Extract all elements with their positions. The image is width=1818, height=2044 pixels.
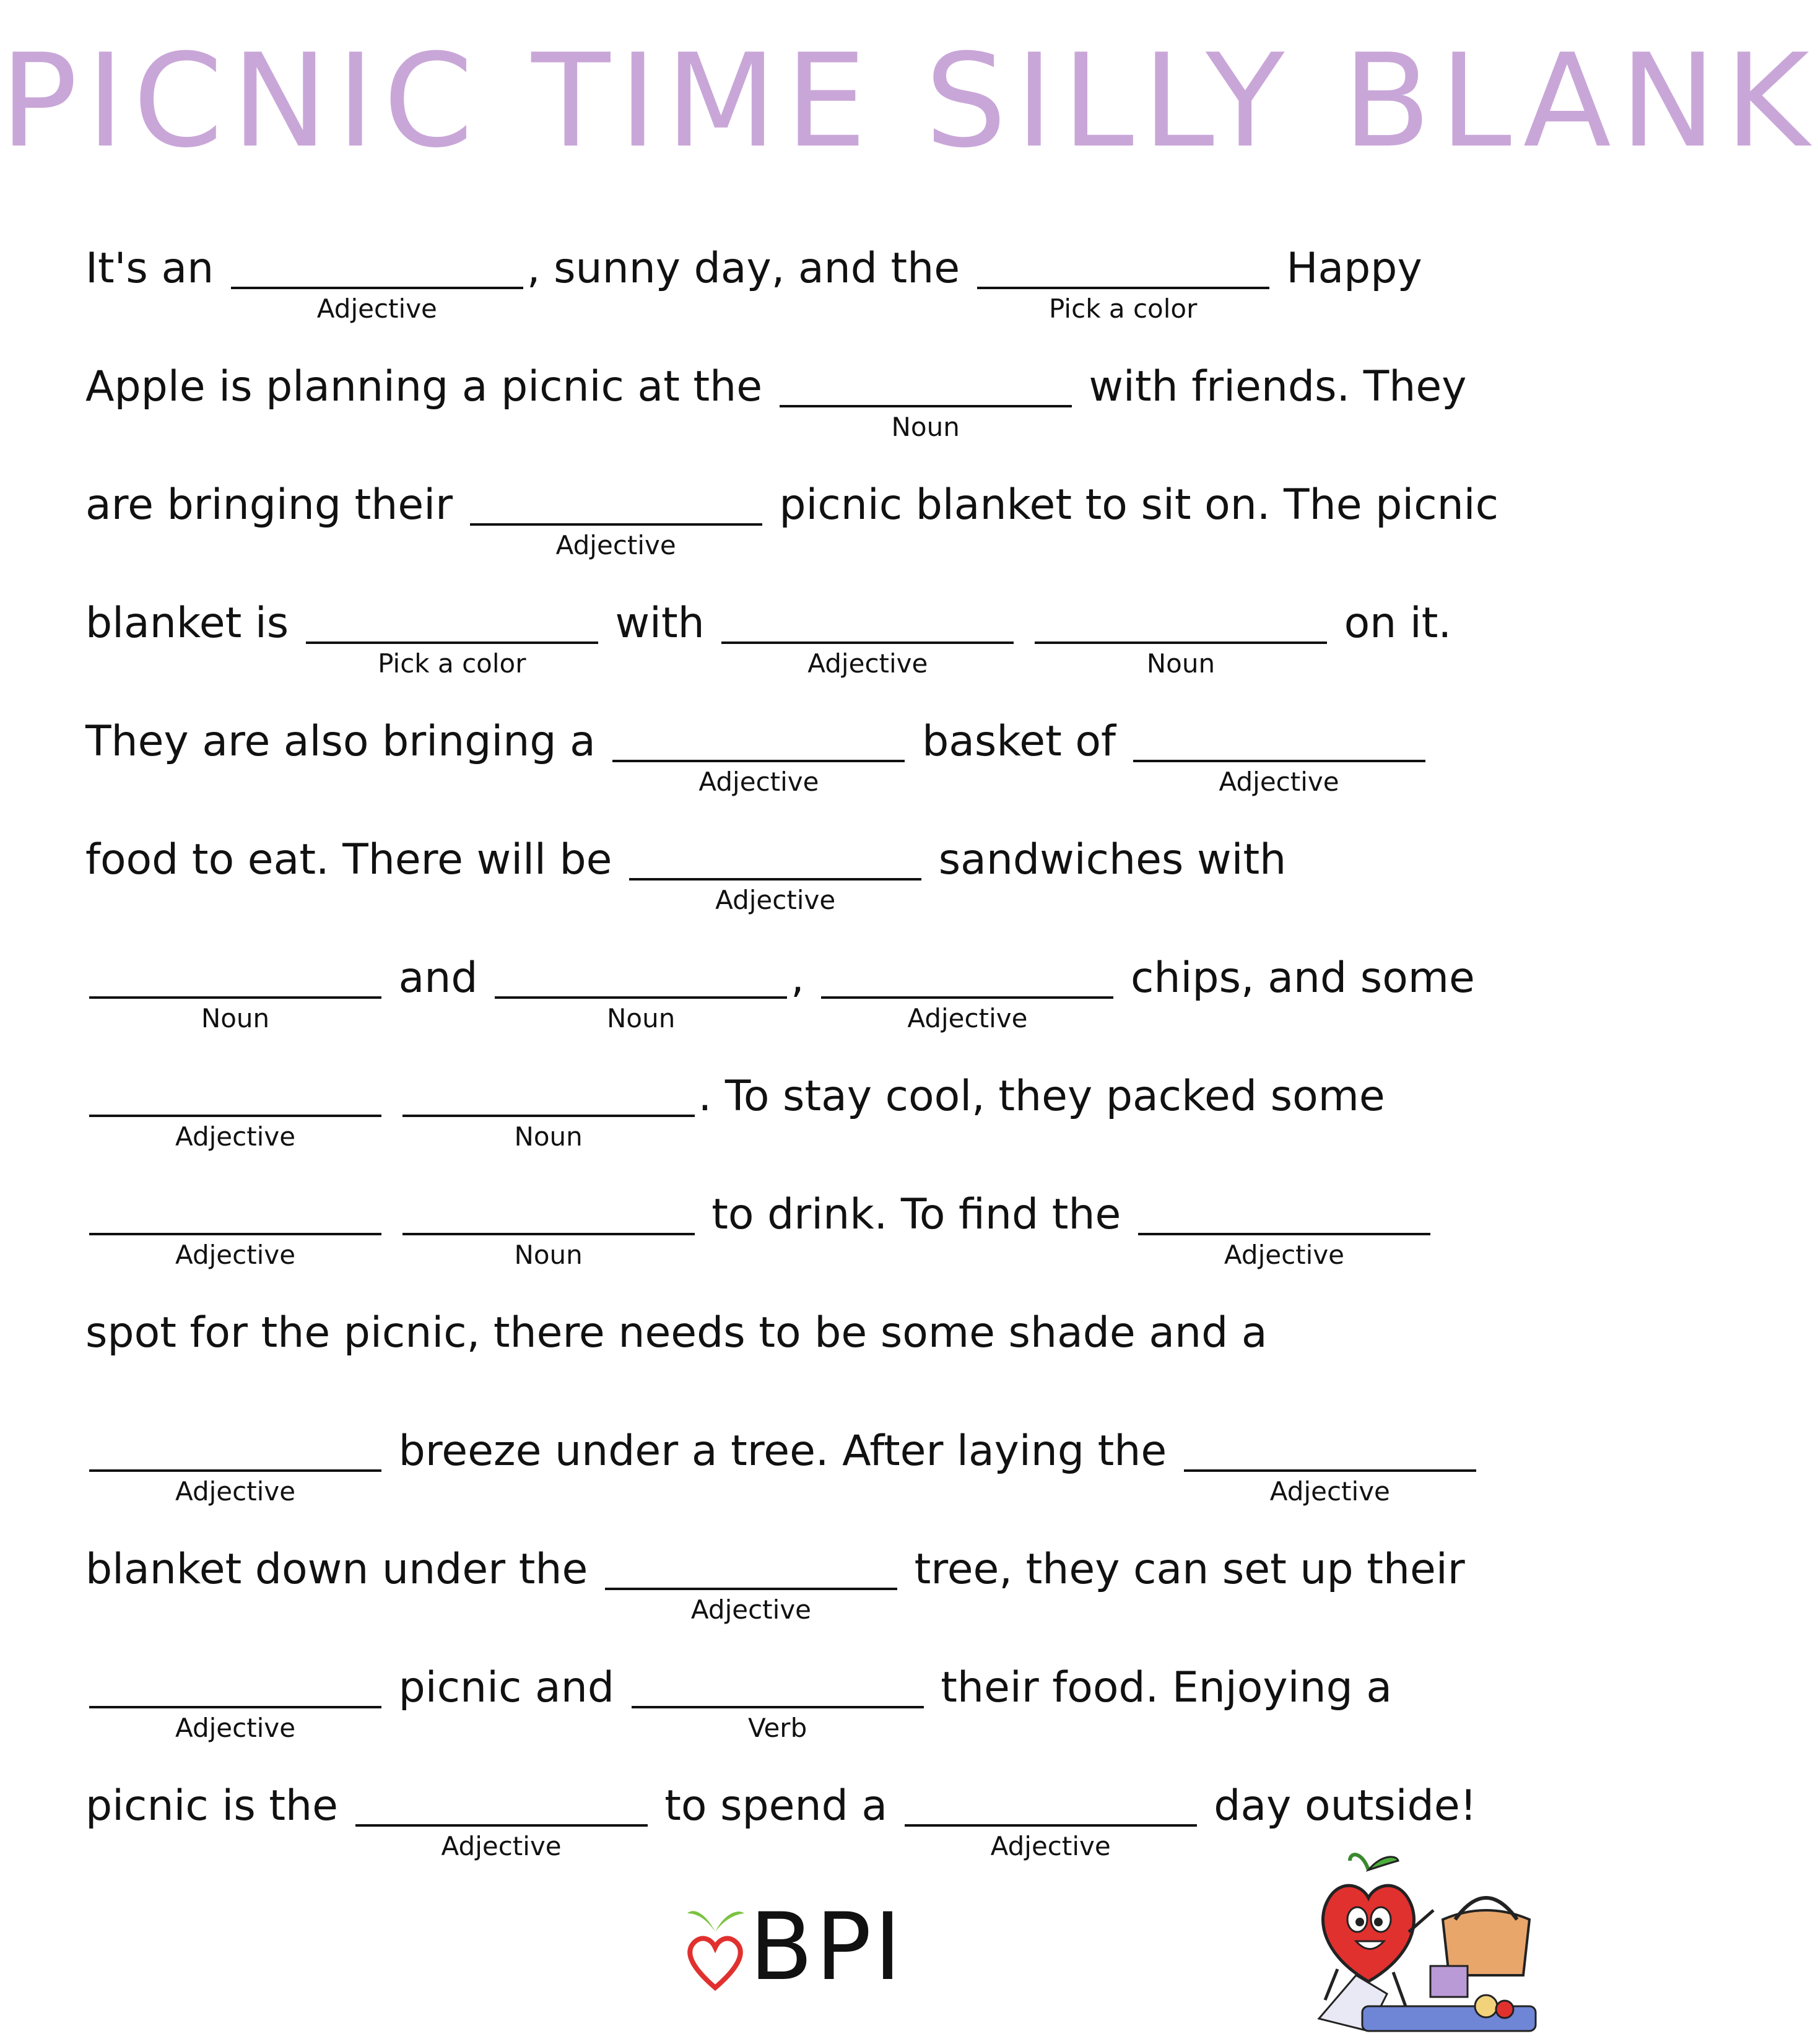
story-text: , sunny day, and the (526, 244, 973, 293)
fill-in-blank[interactable] (1035, 584, 1327, 679)
blank-word-type-label: Adjective (441, 1831, 562, 1861)
story-text: their food. Enjoying a (927, 1663, 1393, 1712)
story-text: spot for the picnic, there needs to be some shade and a (85, 1308, 1268, 1357)
blank-word-type-label: Pick a color (378, 648, 526, 679)
story-text: and (385, 954, 492, 1002)
blank-word-type-label: Adjective (316, 294, 437, 324)
fill-in-blank[interactable] (89, 1057, 381, 1152)
story-line (85, 229, 1510, 347)
fill-in-blank[interactable] (89, 939, 381, 1033)
fill-in-blank[interactable] (632, 1648, 924, 1743)
story-text: breeze under a tree. After laying the (385, 1427, 1180, 1476)
fill-in-blank[interactable] (629, 820, 921, 915)
story-line (85, 939, 1510, 1057)
story-text (1017, 584, 1031, 645)
story-text: on it. (1330, 599, 1452, 648)
story-text (385, 1175, 399, 1236)
picnic-apple-mascot-illustration (1300, 1851, 1548, 2037)
blank-word-type-label: Adjective (175, 1121, 296, 1152)
story-text: to drink. To find the (698, 1190, 1134, 1239)
story-text (385, 1057, 399, 1118)
story-text: tree, they can set up their (900, 1545, 1465, 1594)
blank-word-type-label: Noun (201, 1003, 270, 1033)
story-text: picnic blanket to sit on. The picnic (765, 481, 1498, 529)
story-text: day outside! (1200, 1781, 1477, 1830)
story-text: blanket down under the (85, 1545, 601, 1594)
story-line (85, 1648, 1510, 1767)
story-line (85, 1175, 1510, 1294)
fill-in-blank[interactable] (605, 1530, 897, 1625)
story-line (85, 584, 1510, 702)
blank-word-type-label: Pick a color (1049, 294, 1198, 324)
fill-in-blank[interactable] (612, 702, 905, 797)
story-text: picnic and (385, 1663, 628, 1712)
fill-in-blank[interactable] (495, 939, 787, 1033)
fill-in-blank[interactable] (89, 1412, 381, 1507)
blank-word-type-label: Adjective (175, 1240, 296, 1270)
story-text: with friends. They (1075, 362, 1467, 411)
story-text: , (791, 954, 818, 1002)
story-line (85, 702, 1510, 820)
blank-word-type-label: Adjective (907, 1003, 1028, 1033)
fill-in-blank[interactable] (402, 1057, 695, 1152)
fill-in-blank[interactable] (1133, 702, 1425, 797)
blank-word-type-label: Verb (747, 1713, 807, 1743)
story-text: with (601, 599, 718, 648)
blank-word-type-label: Adjective (175, 1476, 296, 1507)
fill-in-blank[interactable] (89, 1648, 381, 1743)
story-line (85, 1412, 1510, 1530)
blank-word-type-label: Adjective (807, 648, 928, 679)
fill-in-blank[interactable] (821, 939, 1113, 1033)
story-line (85, 820, 1510, 939)
story-text: food to eat. There will be (85, 835, 626, 884)
bpi-logo (681, 1894, 904, 2006)
story-text: basket of (908, 717, 1129, 766)
blank-word-type-label: Noun (891, 412, 960, 442)
blank-word-type-label: Adjective (690, 1594, 812, 1625)
blank-word-type-label: Noun (514, 1121, 583, 1152)
blank-word-type-label: Adjective (555, 530, 676, 560)
fill-in-blank[interactable] (905, 1767, 1197, 1861)
blank-word-type-label: Noun (1146, 648, 1216, 679)
page-title: PICNIC TIME SILLY BLANK (0, 27, 1818, 176)
blank-word-type-label: Adjective (1219, 767, 1339, 797)
story-line (85, 466, 1510, 584)
story-text: Happy (1272, 244, 1422, 293)
story-text: chips, and some (1117, 954, 1475, 1002)
blank-word-type-label: Noun (514, 1240, 583, 1270)
fill-in-blank[interactable] (231, 229, 523, 324)
blank-word-type-label: Adjective (175, 1713, 296, 1743)
blank-word-type-label: Adjective (715, 885, 836, 915)
story-text: are bringing their (85, 481, 466, 529)
story-text: to spend a (651, 1781, 901, 1830)
story-line (85, 1530, 1510, 1648)
fill-in-blank[interactable] (306, 584, 598, 679)
fill-in-blank[interactable] (977, 229, 1269, 324)
blank-word-type-label: Adjective (1269, 1476, 1390, 1507)
fill-in-blank[interactable] (1138, 1175, 1430, 1270)
fill-in-blank[interactable] (89, 1175, 381, 1270)
blank-word-type-label: Adjective (698, 767, 819, 797)
mad-lib-story (85, 229, 1510, 1885)
story-text: Apple is planning a picnic at the (85, 362, 776, 411)
blank-word-type-label: Adjective (1224, 1240, 1345, 1270)
blank-word-type-label: Adjective (990, 1831, 1111, 1861)
fill-in-blank[interactable] (721, 584, 1014, 679)
fill-in-blank[interactable] (402, 1175, 695, 1270)
fill-in-blank[interactable] (355, 1767, 648, 1861)
story-text: . To stay cool, they packed some (698, 1072, 1385, 1121)
fill-in-blank[interactable] (1184, 1412, 1476, 1507)
story-text: blanket is (85, 599, 302, 648)
fill-in-blank[interactable] (470, 466, 762, 560)
story-line (85, 1767, 1510, 1885)
apple-heart-icon (681, 1895, 749, 2006)
story-text: picnic is the (85, 1781, 352, 1830)
story-line (85, 1057, 1510, 1175)
story-text: It's an (85, 244, 227, 293)
fill-in-blank[interactable] (780, 347, 1072, 442)
story-text: They are also bringing a (85, 717, 609, 766)
blank-word-type-label: Noun (606, 1003, 676, 1033)
story-text: sandwiches with (925, 835, 1287, 884)
story-line (85, 347, 1510, 466)
story-line (85, 1294, 1510, 1412)
logo-text: BPI (749, 1894, 904, 2001)
